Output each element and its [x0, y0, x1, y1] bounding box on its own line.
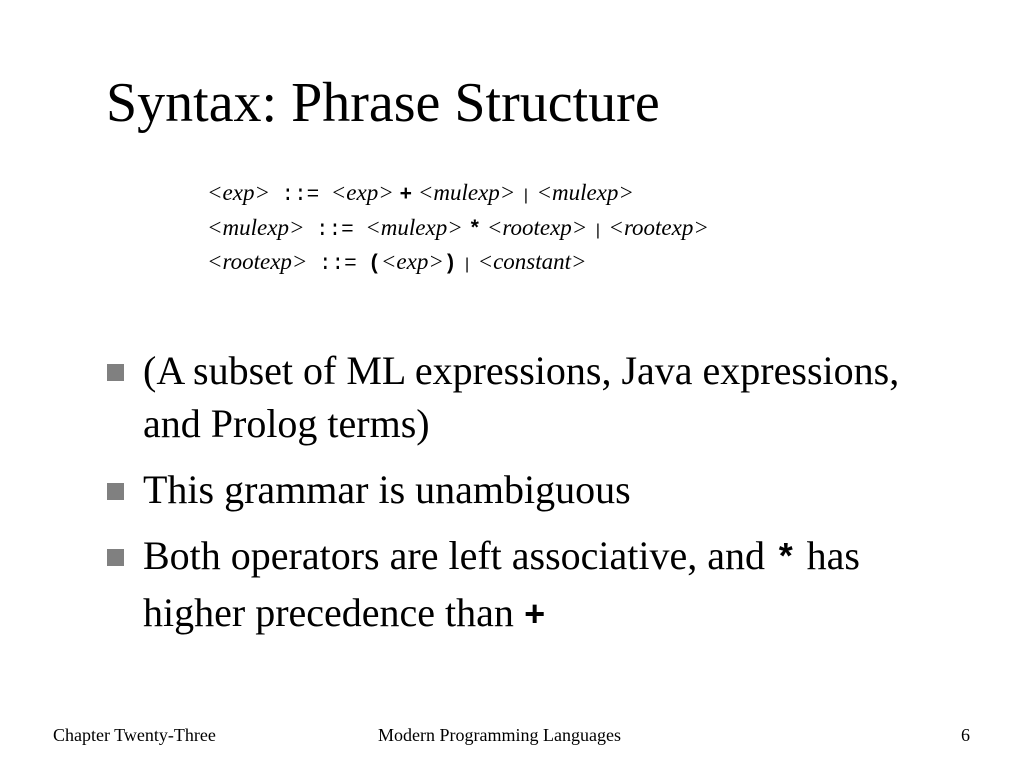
bullet-text: (A subset of ML expressions, Java expressions, and Prolog terms)	[143, 348, 900, 446]
rule-lhs: <mulexp>	[207, 214, 305, 240]
rule-term: <mulexp>	[365, 214, 463, 240]
rule-term: <rootexp>	[608, 214, 709, 240]
alternative-bar: |	[593, 221, 603, 240]
footer-chapter: Chapter Twenty-Three	[53, 725, 216, 745]
rule-lhs: <rootexp>	[207, 249, 308, 274]
assign-symbol: ::=	[315, 218, 354, 242]
rule-term: <exp>	[380, 249, 444, 274]
rule-term: <rootexp>	[486, 214, 588, 240]
grammar-rule-mulexp	[207, 211, 709, 246]
rule-term: <constant>	[477, 249, 587, 274]
rule-term: <mulexp>	[536, 180, 634, 205]
bullet-text: Both operators are left associative, and	[143, 533, 775, 578]
alternative-bar: |	[462, 256, 472, 274]
bullet-item	[104, 344, 904, 450]
bullet-square-icon	[107, 483, 124, 500]
footer-book-title: Modern Programming Languages	[378, 725, 621, 745]
rule-lhs: <exp>	[207, 180, 270, 205]
close-paren: )	[443, 253, 457, 276]
page-number: 6	[961, 725, 970, 745]
bullet-item	[104, 529, 904, 643]
bullet-square-icon	[107, 549, 124, 566]
alternative-bar: |	[521, 187, 531, 205]
grammar-rule-exp	[207, 176, 709, 211]
plus-operator: +	[399, 184, 413, 207]
times-operator: *	[775, 539, 797, 580]
plus-operator: +	[523, 596, 546, 637]
times-operator: *	[468, 218, 482, 242]
bullet-list	[104, 344, 904, 656]
grammar-rule-rootexp	[207, 245, 709, 280]
open-paren: (	[368, 253, 381, 276]
grammar-block	[207, 176, 709, 280]
rule-term: <exp>	[330, 180, 394, 205]
bullet-text: has higher precedence than	[143, 533, 860, 635]
bullet-text: This grammar is unambiguous	[143, 467, 631, 512]
bullet-square-icon	[107, 364, 124, 381]
slide-title: Syntax: Phrase Structure	[106, 72, 660, 134]
rule-term: <mulexp>	[417, 180, 516, 205]
assign-symbol: ::=	[281, 184, 320, 207]
assign-symbol: ::=	[318, 253, 357, 276]
bullet-item	[104, 463, 904, 516]
